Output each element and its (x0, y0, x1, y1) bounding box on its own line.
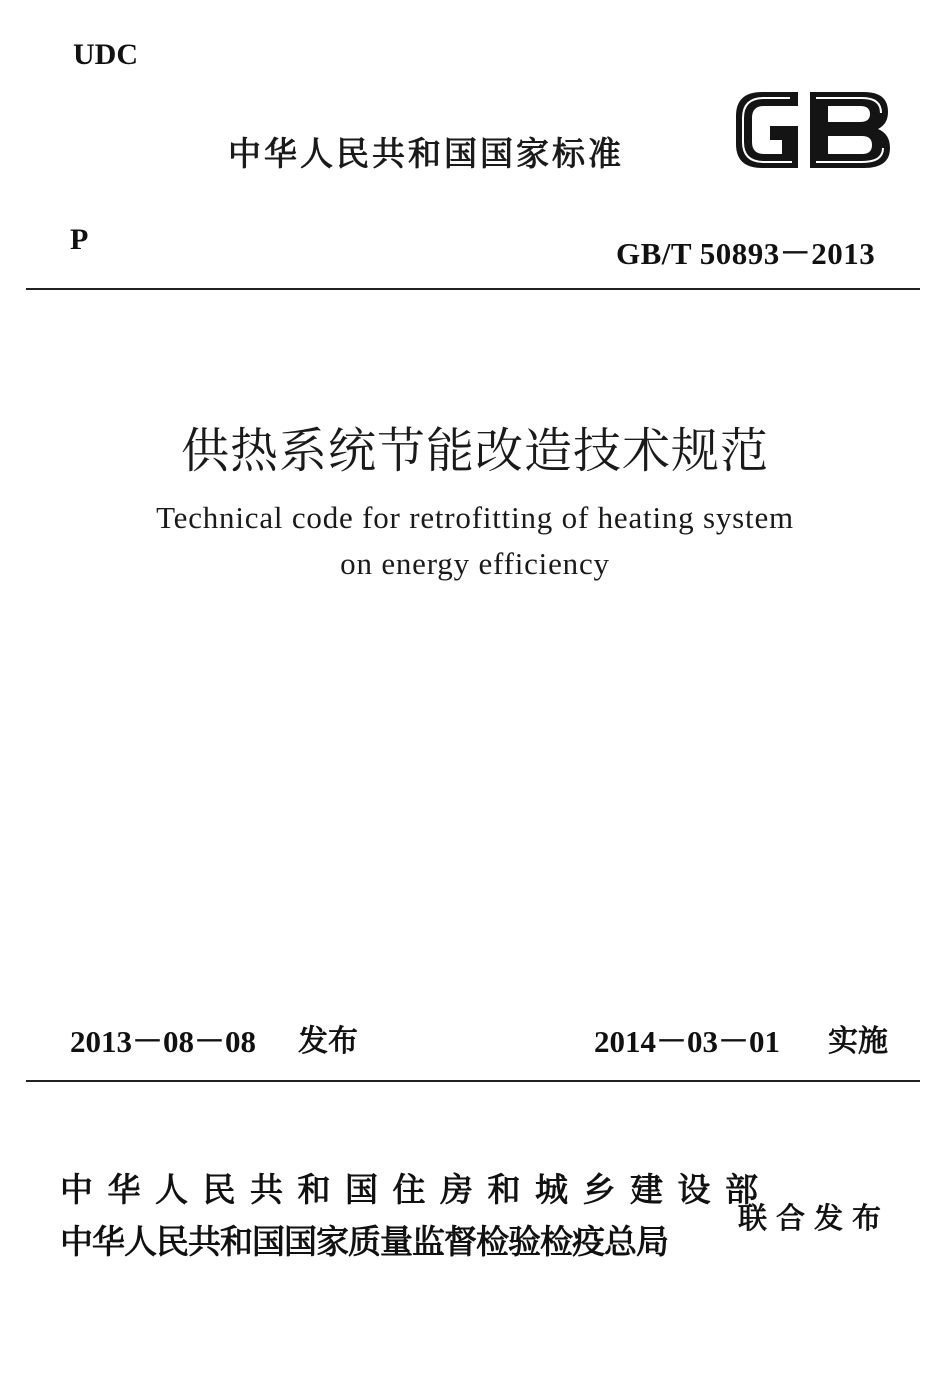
title-english-line2: on energy efficiency (340, 546, 610, 581)
issue-date: 2013－08－08 (70, 1024, 256, 1059)
udc-label: UDC (73, 38, 138, 71)
title-english-line1: Technical code for retrofitting of heating system (156, 500, 794, 535)
bottom-divider (26, 1080, 920, 1082)
top-divider (26, 288, 920, 290)
issuer-aqsiq: 中华人民共和国国家质量监督检验检疫总局 (60, 1222, 668, 1261)
issue-label: 发布 (298, 1024, 358, 1059)
title-chinese: 供热系统节能改造技术规范 (180, 423, 769, 479)
gb-logo (728, 86, 896, 174)
joint-issue-label: 联合发布 (738, 1201, 891, 1235)
gb-logo-graphic (728, 86, 896, 174)
issuer-ministry: 中华人民共和国住房和城乡建设部 (60, 1170, 773, 1209)
standard-number: GB/T 50893－2013 (616, 236, 876, 271)
implementation-label: 实施 (828, 1024, 888, 1059)
category-code: P (70, 223, 89, 256)
standard-type-heading: 中华人民共和国国家标准 (228, 134, 624, 173)
implementation-date: 2014－03－01 (594, 1024, 780, 1059)
